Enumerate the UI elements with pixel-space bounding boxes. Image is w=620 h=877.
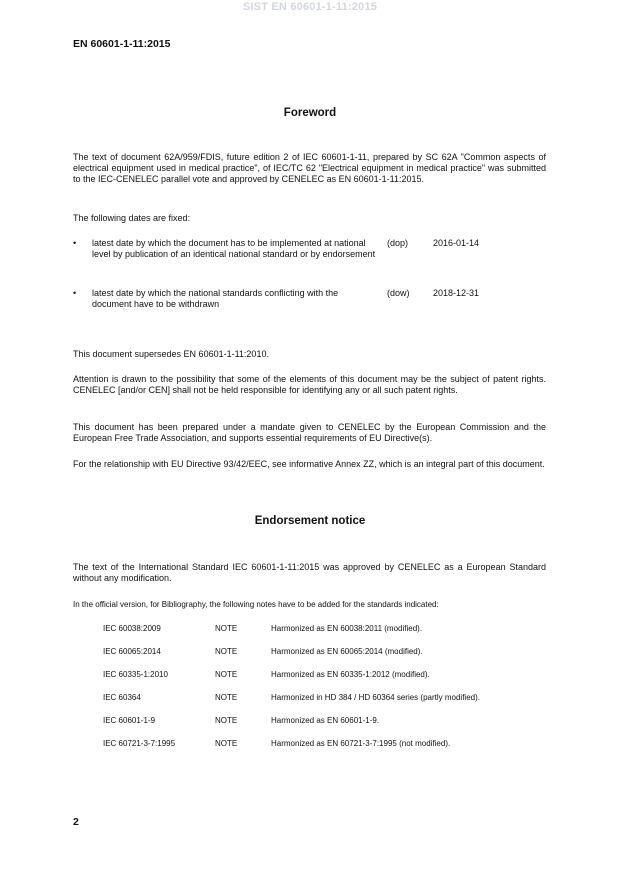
mandate-text: This document has been prepared under a mandate given to CENELEC by the European Commission and the European Free Trade Association, and supports essential requirements of EU Directive(s). — [73, 422, 546, 443]
date-item-date: 2016-01-14 — [433, 238, 480, 248]
note-standard: IEC 60721-3-7:1995 — [103, 739, 176, 748]
note-standard: IEC 60335-1:2010 — [103, 670, 168, 679]
note-row — [103, 646, 563, 658]
date-item-text: latest date by which the document has to be implemented at national level by publication of an identical national standard or by endorsement — [92, 238, 376, 259]
supersedes-text: This document supersedes EN 60601-1-11:2010. — [73, 349, 269, 359]
note-label: NOTE — [215, 647, 238, 656]
note-row — [103, 692, 563, 704]
note-row — [103, 623, 563, 635]
foreword-intro: The text of document 62A/959/FDIS, future edition 2 of IEC 60601-1-11, prepared by SC 62A "Common aspects of electrical equipment used in medical practice", of IEC/TC 62 "Electrical equipment in medical practice" was submitted to the IEC-CENELEC parallel vote and approved by CENELEC as EN 60601-1-11:2015. — [73, 152, 546, 184]
bullet-icon: • — [73, 288, 77, 298]
note-text: Harmonized as EN 60038:2011 (modified). — [271, 624, 423, 633]
dates-intro: The following dates are fixed: — [73, 213, 191, 223]
note-label: NOTE — [215, 693, 238, 702]
note-row — [103, 738, 563, 750]
note-text: Harmonized as EN 60065:2014 (modified). — [271, 647, 423, 656]
watermark: SIST EN 60601-1-11:2015 — [242, 1, 378, 13]
notes-intro: In the official version, for Bibliography, the following notes have to be added for the standards indicated: — [73, 600, 439, 609]
note-label: NOTE — [215, 716, 238, 725]
foreword-title: Foreword — [283, 107, 337, 119]
note-text: Harmonized as EN 60721-3-7:1995 (not modified). — [271, 739, 451, 748]
date-item-abbr: (dow) — [387, 288, 410, 298]
note-text: Harmonized as EN 60335-1:2012 (modified). — [271, 670, 430, 679]
note-label: NOTE — [215, 624, 238, 633]
bullet-icon: • — [73, 238, 77, 248]
note-row — [103, 715, 563, 727]
date-item-text: latest date by which the national standards conflicting with the document have to be withdrawn — [92, 288, 339, 309]
page-number: 2 — [73, 816, 79, 828]
note-label: NOTE — [215, 739, 238, 748]
note-standard: IEC 60038:2009 — [103, 624, 161, 633]
endorsement-intro: The text of the International Standard IEC 60601-1-11:2015 was approved by CENELEC as a European Standard without any modification. — [73, 562, 546, 583]
note-standard: IEC 60065:2014 — [103, 647, 161, 656]
note-standard: IEC 60364 — [103, 693, 141, 702]
date-item-dop — [73, 238, 546, 278]
standard-id: EN 60601-1-11:2015 — [73, 38, 171, 50]
date-item-dow — [73, 288, 546, 328]
date-item-abbr: (dop) — [387, 238, 409, 248]
endorsement-title: Endorsement notice — [254, 515, 366, 527]
note-text: Harmonized as EN 60601-1-9. — [271, 716, 380, 725]
note-row — [103, 669, 563, 681]
note-label: NOTE — [215, 670, 238, 679]
date-item-date: 2018-12-31 — [433, 288, 480, 298]
note-text: Harmonized in HD 384 / HD 60364 series (partly modified). — [271, 693, 480, 702]
patent-text: Attention is drawn to the possibility that some of the elements of this document may be the subject of patent rights. CENELEC [and/or CEN] shall not be held responsible for identifying any or all such patent rights. — [73, 374, 546, 395]
relationship-text: For the relationship with EU Directive 93/42/EEC, see informative Annex ZZ, which is an integral part of this document. — [73, 459, 545, 469]
note-standard: IEC 60601-1-9 — [103, 716, 156, 725]
